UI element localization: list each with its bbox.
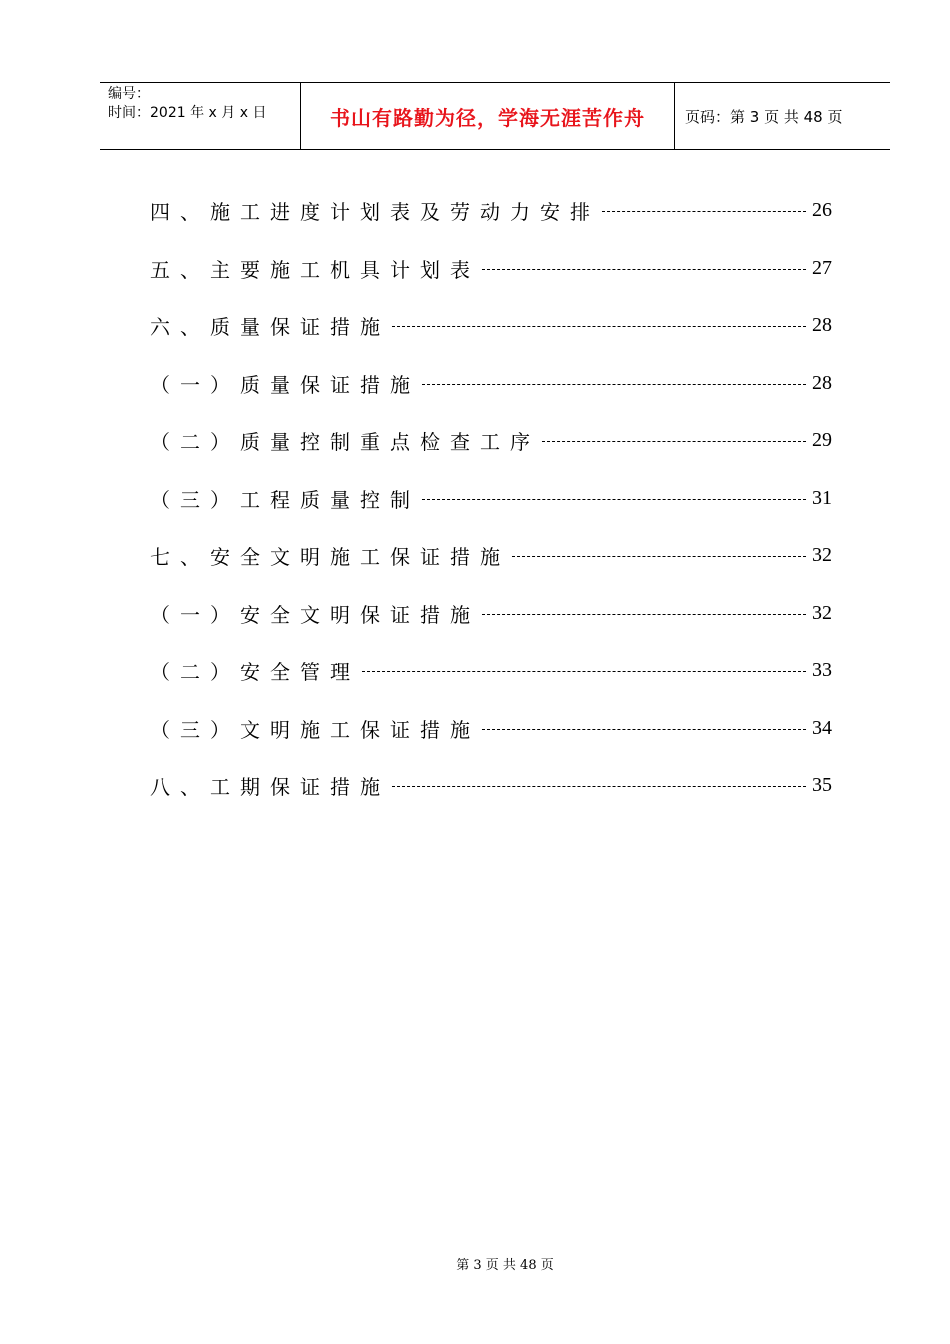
toc-entry-page: 28 [812, 371, 832, 394]
toc-leader-line [482, 729, 806, 730]
header-left-cell [100, 83, 300, 149]
toc-leader-line [482, 614, 806, 615]
toc-entry-page: 29 [812, 429, 832, 452]
document-time-label: 时间：2021 年 x 月 x 日 [108, 105, 267, 121]
toc-entry[interactable] [150, 297, 832, 355]
toc-leader-line [482, 269, 806, 270]
toc-entry-page: 34 [812, 716, 832, 739]
toc-entry-page: 27 [812, 256, 832, 279]
toc-leader-line [392, 326, 806, 327]
toc-leader-line [602, 211, 806, 212]
toc-entry-page: 33 [812, 659, 832, 682]
toc-entry-title: （一）安全文明保证措施 [150, 602, 480, 627]
toc-entry[interactable] [150, 470, 832, 528]
page-footer: 第 3 页 共 48 页 [456, 1258, 554, 1273]
toc-leader-line [422, 499, 806, 500]
toc-entry-title: 七、安全文明施工保证措施 [150, 545, 510, 570]
toc-entry-page: 32 [812, 544, 832, 567]
toc-entry-title: 八、工期保证措施 [150, 775, 390, 800]
toc-entry-title: 六、质量保证措施 [150, 315, 390, 340]
toc-entry-page: 32 [812, 601, 832, 624]
toc-leader-line [542, 441, 806, 442]
toc-leader-line [512, 556, 806, 557]
toc-entry[interactable] [150, 527, 832, 585]
toc-entry[interactable] [150, 240, 832, 298]
toc-entry-title: （二）质量控制重点检查工序 [150, 430, 540, 455]
toc-entry[interactable] [150, 412, 832, 470]
document-number-label: 编号： [108, 86, 150, 102]
toc-entry-page: 35 [812, 774, 832, 797]
toc-entry-title: （三）文明施工保证措施 [150, 717, 480, 742]
toc-entry[interactable] [150, 355, 832, 413]
toc-leader-line [362, 671, 806, 672]
toc-entry[interactable] [150, 757, 832, 815]
toc-entry-title: 四、施工进度计划表及劳动力安排 [150, 200, 600, 225]
toc-entry-page: 31 [812, 486, 832, 509]
toc-entry[interactable] [150, 642, 832, 700]
toc-entry-title: （三）工程质量控制 [150, 487, 420, 512]
toc-entry[interactable] [150, 585, 832, 643]
page-header [100, 82, 890, 150]
header-motto: 书山有路勤为径，学海无涯苦作舟 [300, 83, 675, 149]
table-of-contents [150, 182, 832, 815]
toc-entry-title: （一）质量保证措施 [150, 372, 420, 397]
toc-entry[interactable] [150, 182, 832, 240]
toc-entry-page: 28 [812, 314, 832, 337]
toc-entry[interactable] [150, 700, 832, 758]
header-page-info: 页码：第 3 页 共 48 页 [685, 107, 843, 126]
toc-leader-line [422, 384, 806, 385]
toc-leader-line [392, 786, 806, 787]
toc-entry-page: 26 [812, 199, 832, 222]
toc-entry-title: 五、主要施工机具计划表 [150, 257, 480, 282]
toc-entry-title: （二）安全管理 [150, 660, 360, 685]
